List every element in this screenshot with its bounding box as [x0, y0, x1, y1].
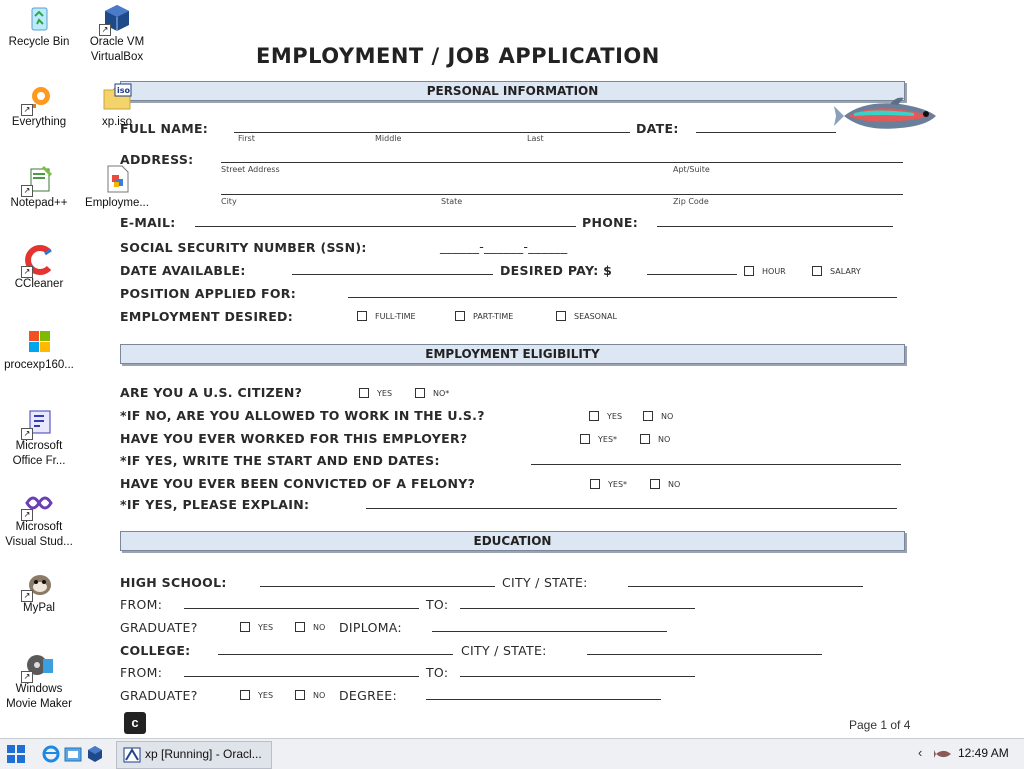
start-button-windows-icon[interactable]: [6, 744, 26, 766]
state-sublabel: State: [441, 197, 463, 206]
full-name-field[interactable]: [234, 132, 630, 133]
explorer-quicklaunch-icon[interactable]: [64, 745, 82, 763]
section-personal-information: PERSONAL INFORMATION: [120, 81, 905, 101]
last-sublabel: Last: [527, 134, 544, 143]
allowed-no-label: NO: [661, 412, 674, 421]
position-field[interactable]: [348, 297, 897, 298]
felony-no-checkbox[interactable]: [650, 479, 660, 489]
taskbar: [0, 738, 1024, 769]
hs-to-field[interactable]: [460, 608, 695, 609]
hs-to-label: TO:: [426, 597, 449, 612]
position-label: POSITION APPLIED FOR:: [120, 286, 297, 301]
desktop-icon-movie-maker[interactable]: [0, 649, 78, 712]
allowed-no-checkbox[interactable]: [643, 411, 653, 421]
felony-no-label: NO: [668, 480, 681, 489]
high-school-label: HIGH SCHOOL:: [120, 575, 227, 590]
college-from-label: FROM:: [120, 665, 163, 680]
apt-sublabel: Apt/Suite: [673, 165, 710, 174]
desktop-icon-label: Microsoft Visual Stud...: [5, 521, 73, 548]
shortcut-arrow-icon: ↗: [21, 185, 33, 197]
hs-graduate-no-checkbox[interactable]: [295, 622, 305, 632]
desktop-icon-ccleaner[interactable]: [0, 244, 78, 292]
shortcut-arrow-icon: ↗: [21, 266, 33, 278]
desktop-icon-notepad-plus-plus[interactable]: [0, 163, 78, 211]
allowed-yes-checkbox[interactable]: [589, 411, 599, 421]
vm-window-icon: [123, 746, 141, 764]
hs-from-field[interactable]: [184, 608, 419, 609]
recycle-bin-icon: [23, 2, 55, 34]
part-time-checkbox[interactable]: [455, 311, 465, 321]
taskbar-running-vm-button[interactable]: [116, 741, 272, 769]
phone-label: PHONE:: [582, 215, 639, 230]
hs-graduate-no-label: NO: [313, 623, 326, 632]
shortcut-arrow-icon: ↗: [21, 428, 33, 440]
desktop-icon-employment-pdf[interactable]: [78, 163, 156, 211]
start-end-dates-question: *IF YES, WRITE THE START AND END DATES:: [120, 453, 440, 468]
city-sublabel: City: [221, 197, 237, 206]
desktop-icon-office-frontpage[interactable]: [0, 406, 78, 469]
date-field[interactable]: [696, 132, 836, 133]
taskbar-task-label: xp [Running] - Oracl...: [145, 747, 262, 761]
degree-label: DEGREE:: [339, 688, 398, 703]
ie-browser-quicklaunch-icon[interactable]: [42, 745, 60, 763]
email-label: E-MAIL:: [120, 215, 176, 230]
desktop-icon-process-explorer[interactable]: [0, 325, 78, 373]
college-graduate-no-label: NO: [313, 691, 326, 700]
desktop-icon-label: CCleaner: [14, 278, 64, 290]
explain-question: *IF YES, PLEASE EXPLAIN:: [120, 497, 310, 512]
desired-pay-field[interactable]: [647, 274, 737, 275]
street-address-field[interactable]: [221, 162, 903, 163]
college-city-state-label: CITY / STATE:: [461, 643, 547, 658]
diploma-field[interactable]: [432, 631, 667, 632]
citizen-no-checkbox[interactable]: [415, 388, 425, 398]
part-time-label: PART-TIME: [473, 312, 514, 321]
citizen-question: ARE YOU A U.S. CITIZEN?: [120, 385, 303, 400]
employment-desired-label: EMPLOYMENT DESIRED:: [120, 309, 294, 324]
hs-city-state-label: CITY / STATE:: [502, 575, 588, 590]
worked-no-checkbox[interactable]: [640, 434, 650, 444]
citizen-yes-label: YES: [377, 389, 393, 398]
hour-label: HOUR: [762, 267, 786, 276]
high-school-field[interactable]: [260, 586, 495, 587]
college-label: COLLEGE:: [120, 643, 191, 658]
hs-graduate-yes-label: YES: [258, 623, 274, 632]
salary-label: SALARY: [830, 267, 861, 276]
start-end-dates-field[interactable]: [531, 464, 901, 465]
college-graduate-yes-checkbox[interactable]: [240, 690, 250, 700]
seasonal-label: SEASONAL: [574, 312, 617, 321]
full-time-label: FULL-TIME: [375, 312, 416, 321]
tray-chevron-icon[interactable]: ‹: [918, 745, 923, 760]
desktop-icon-label: Notepad++: [10, 197, 68, 209]
felony-yes-checkbox[interactable]: [590, 479, 600, 489]
pdf-document-icon: [101, 163, 133, 195]
college-to-field[interactable]: [460, 676, 695, 677]
felony-yes-label: YES*: [608, 480, 628, 489]
citizen-yes-checkbox[interactable]: [359, 388, 369, 398]
desktop-icon-visual-studio[interactable]: [0, 487, 78, 550]
salary-checkbox[interactable]: [812, 266, 822, 276]
desktop-icon-label: xp.iso: [101, 116, 133, 128]
desktop-icon-label: MyPal: [23, 602, 55, 614]
desktop-icon-label: Recycle Bin: [8, 36, 70, 48]
desktop-icon-label: Windows Movie Maker: [6, 683, 72, 710]
worked-before-question: HAVE YOU EVER WORKED FOR THIS EMPLOYER?: [120, 431, 468, 446]
hour-checkbox[interactable]: [744, 266, 754, 276]
desktop-icon-label: procexp160...: [4, 359, 74, 371]
date-available-field[interactable]: [292, 274, 493, 275]
college-graduate-no-checkbox[interactable]: [295, 690, 305, 700]
college-city-state-field[interactable]: [587, 654, 822, 655]
zip-sublabel: Zip Code: [673, 197, 709, 206]
taskbar-clock[interactable]: 12:49 AM: [958, 746, 1009, 760]
page-indicator: Page 1 of 4: [849, 718, 911, 732]
desktop-icon-recycle-bin[interactable]: [0, 2, 78, 50]
date-available-label: DATE AVAILABLE:: [120, 263, 246, 278]
allowed-to-work-question: *IF NO, ARE YOU ALLOWED TO WORK IN THE U.S.?: [120, 408, 485, 423]
desktop-icon-mypal[interactable]: [0, 568, 78, 616]
worked-yes-label: YES*: [598, 435, 618, 444]
felony-question: HAVE YOU EVER BEEN CONVICTED OF A FELONY?: [120, 476, 476, 491]
iso-file-icon: [101, 82, 133, 114]
degree-field[interactable]: [426, 699, 661, 700]
diploma-label: DIPLOMA:: [339, 620, 402, 635]
date-label: DATE:: [636, 121, 679, 136]
shortcut-arrow-icon: ↗: [21, 509, 33, 521]
desktop-icon-label: Microsoft Office Fr...: [12, 440, 66, 467]
shortcut-arrow-icon: ↗: [21, 590, 33, 602]
allowed-yes-label: YES: [607, 412, 623, 421]
shortcut-arrow-icon: ↗: [21, 671, 33, 683]
first-sublabel: First: [238, 134, 255, 143]
desktop-icon-everything[interactable]: [0, 82, 78, 130]
college-from-field[interactable]: [184, 676, 419, 677]
college-graduate-label: GRADUATE?: [120, 688, 198, 703]
hs-graduate-yes-checkbox[interactable]: [240, 622, 250, 632]
college-field[interactable]: [218, 654, 453, 655]
email-field[interactable]: [195, 226, 576, 227]
worked-yes-checkbox[interactable]: [580, 434, 590, 444]
document-logo-icon: c: [124, 712, 146, 734]
form-title: EMPLOYMENT / JOB APPLICATION: [256, 44, 660, 68]
desktop-icon-label: Everything: [11, 116, 67, 128]
section-education: EDUCATION: [120, 531, 905, 551]
desktop-icon-virtualbox[interactable]: [78, 2, 156, 65]
desktop-icon-label: Oracle VM VirtualBox: [89, 36, 145, 63]
hs-from-label: FROM:: [120, 597, 163, 612]
address-label: ADDRESS:: [120, 152, 194, 167]
ssn-field[interactable]: ______-______-______: [440, 239, 568, 254]
virtualbox-quicklaunch-icon[interactable]: [86, 745, 104, 763]
desktop-icon-label: Employme...: [85, 197, 149, 209]
college-to-label: TO:: [426, 665, 449, 680]
citizen-no-label: NO*: [433, 389, 450, 398]
college-graduate-yes-label: YES: [258, 691, 274, 700]
desired-pay-label: DESIRED PAY: $: [500, 263, 613, 278]
section-employment-eligibility: EMPLOYMENT ELIGIBILITY: [120, 344, 905, 364]
worked-no-label: NO: [658, 435, 671, 444]
shortcut-arrow-icon: ↗: [99, 24, 111, 36]
city-state-zip-field[interactable]: [221, 194, 903, 195]
full-name-label: FULL NAME:: [120, 121, 209, 136]
svg-text:iso: iso: [117, 86, 130, 95]
phone-field[interactable]: [657, 226, 893, 227]
shortcut-arrow-icon: ↗: [21, 104, 33, 116]
middle-sublabel: Middle: [375, 134, 402, 143]
tray-fish-icon[interactable]: [934, 748, 952, 760]
full-time-checkbox[interactable]: [357, 311, 367, 321]
street-sublabel: Street Address: [221, 165, 280, 174]
hs-city-state-field[interactable]: [628, 586, 863, 587]
explain-field[interactable]: [366, 508, 897, 509]
hs-graduate-label: GRADUATE?: [120, 620, 198, 635]
desktop-icon-xp-iso[interactable]: [78, 82, 156, 130]
fish-desktop-pet-icon[interactable]: [834, 96, 940, 136]
ssn-label: SOCIAL SECURITY NUMBER (SSN):: [120, 240, 367, 255]
seasonal-checkbox[interactable]: [556, 311, 566, 321]
process-explorer-icon: [23, 325, 55, 357]
